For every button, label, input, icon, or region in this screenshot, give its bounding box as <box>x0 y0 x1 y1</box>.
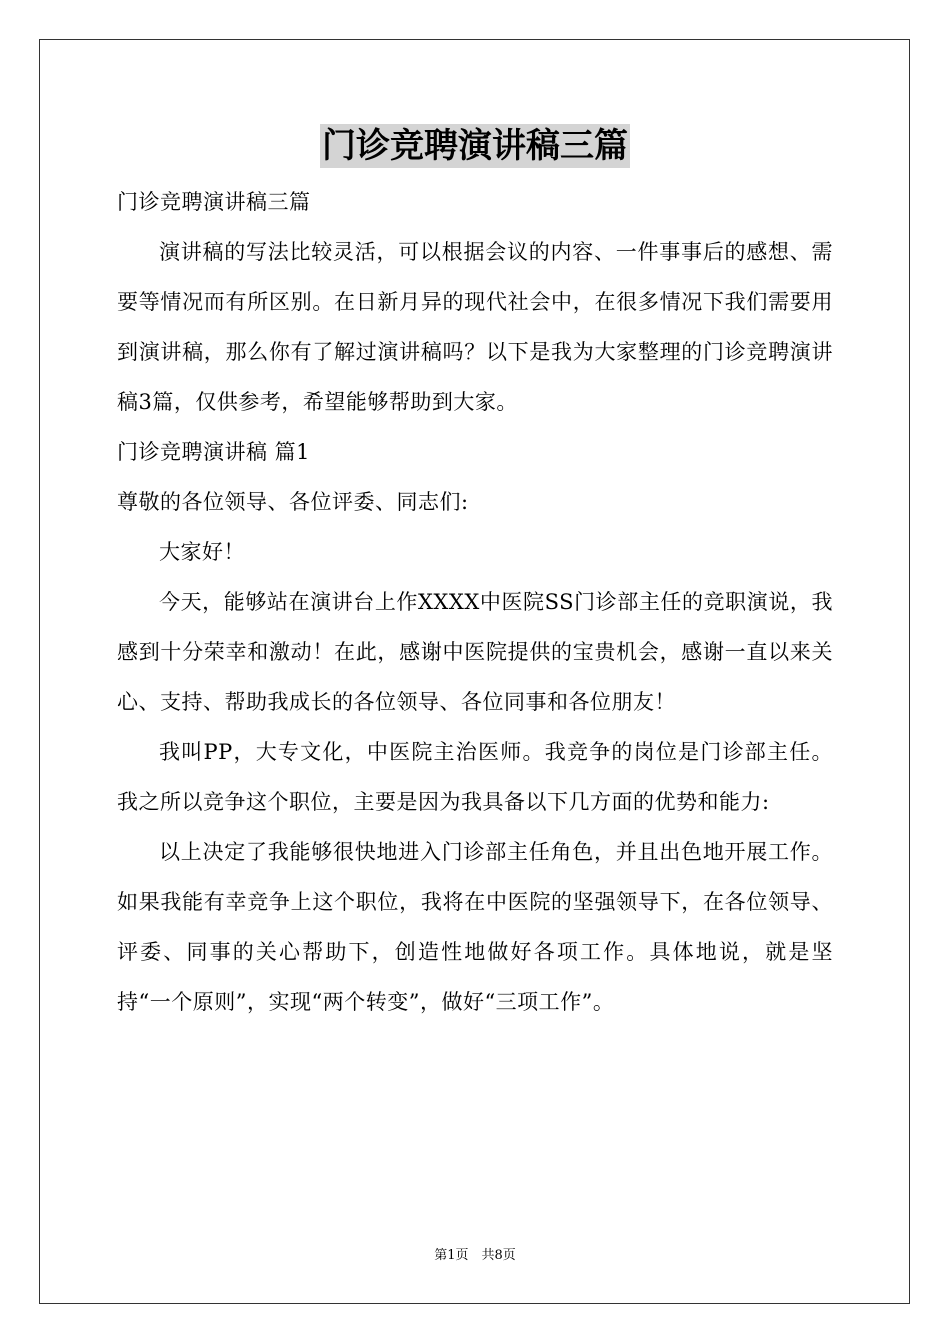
salutation: 尊敬的各位领导、各位评委、同志们: <box>117 490 469 514</box>
section-heading: 门诊竞聘演讲稿 篇1 <box>117 440 311 464</box>
greeting: 大家好！ <box>159 540 245 564</box>
paragraph: 以上决定了我能够很快地进入门诊部主任角色，并且出色地开展工作。如果我能有幸竞争上这个职位，我将在中医院的坚强领导下，在各位领导、评委、同事的关心帮助下，创造性地做好各项工作。具体地说，就是坚持“一个原则”，实现“两个转变”，做好“三项工作”。 <box>117 840 833 1014</box>
document-title: 门诊竞聘演讲稿三篇 <box>322 126 628 166</box>
paragraph: 我叫PP，大专文化，中医院主治医师。我竞争的岗位是门诊部主任。我之所以竞争这个职位，主要是因为我具备以下几方面的优势和能力: <box>117 740 833 814</box>
paragraph: 今天，能够站在演讲台上作XXXX中医院SS门诊部主任的竞职演说，我感到十分荣幸和激动！在此，感谢中医院提供的宝贵机会，感谢一直以来关心、支持、帮助我成长的各位领导、各位同事和各位朋友！ <box>117 590 833 714</box>
title-container <box>0 124 950 168</box>
paragraph: 演讲稿的写法比较灵活，可以根据会议的内容、一件事事后的感想、需要等情况而有所区别。在日新月异的现代社会中，在很多情况下我们需要用到演讲稿，那么你有了解过演讲稿吗？以下是我为大家整理的门诊竞聘演讲稿3篇，仅供参考，希望能够帮助到大家。 <box>117 240 833 414</box>
document-body <box>117 177 833 1027</box>
page-number: 第1页 共8页 <box>434 1248 516 1263</box>
paragraph: 门诊竞聘演讲稿三篇 <box>117 190 311 214</box>
